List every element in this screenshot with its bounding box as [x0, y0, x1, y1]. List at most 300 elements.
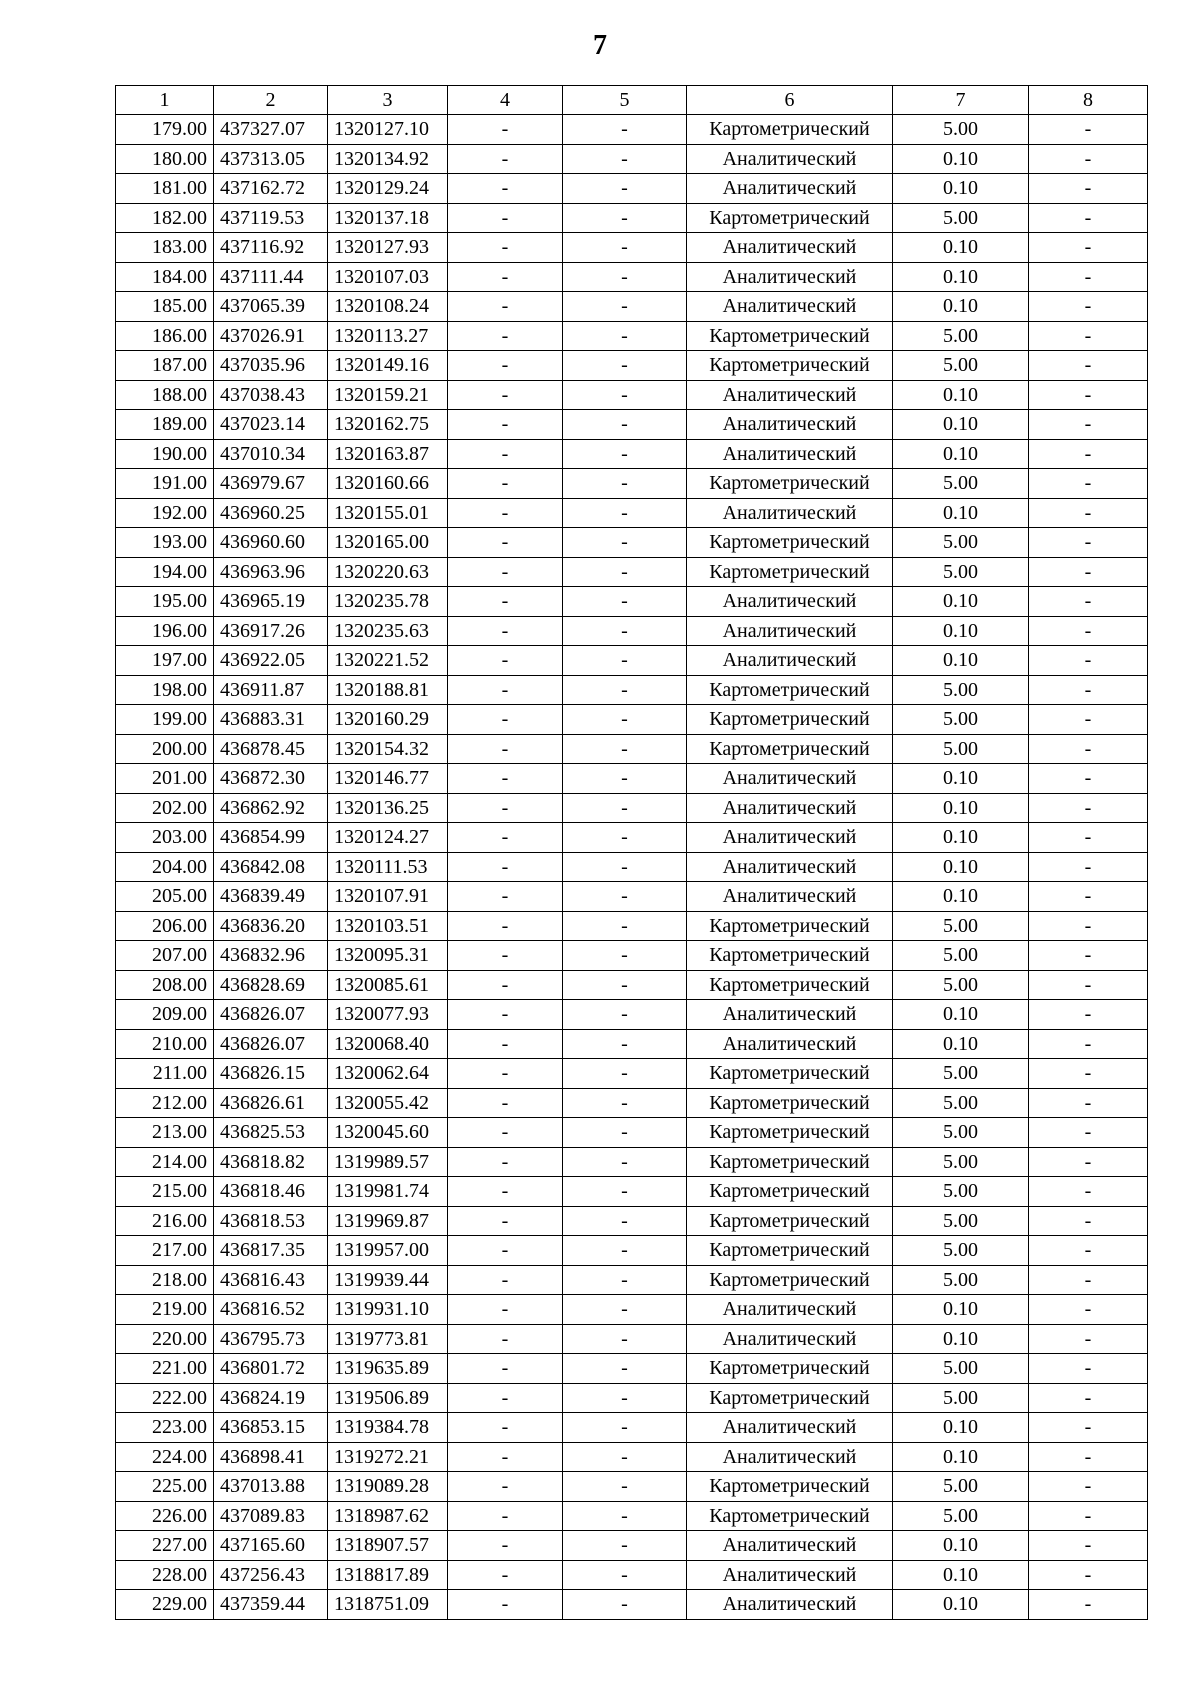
y-coordinate-cell: 1320146.77	[328, 764, 448, 794]
point-number-cell: 213.00	[116, 1118, 214, 1148]
col5-cell: -	[563, 882, 687, 912]
method-cell: Аналитический	[687, 1590, 893, 1620]
col4-cell: -	[448, 705, 563, 735]
col4-cell: -	[448, 351, 563, 381]
accuracy-cell: 5.00	[893, 1354, 1029, 1384]
accuracy-cell: 0.10	[893, 852, 1029, 882]
point-number-cell: 207.00	[116, 941, 214, 971]
point-number-cell: 200.00	[116, 734, 214, 764]
x-coordinate-cell: 436839.49	[214, 882, 328, 912]
method-cell: Картометрический	[687, 675, 893, 705]
table-row	[116, 1118, 1148, 1148]
x-coordinate-cell: 437111.44	[214, 262, 328, 292]
accuracy-cell: 0.10	[893, 1324, 1029, 1354]
y-coordinate-cell: 1319272.21	[328, 1442, 448, 1472]
table-row	[116, 1560, 1148, 1590]
method-cell: Аналитический	[687, 1413, 893, 1443]
point-number-cell: 192.00	[116, 498, 214, 528]
y-coordinate-cell: 1320188.81	[328, 675, 448, 705]
y-coordinate-cell: 1318751.09	[328, 1590, 448, 1620]
point-number-cell: 196.00	[116, 616, 214, 646]
col5-cell: -	[563, 233, 687, 263]
method-cell: Аналитический	[687, 646, 893, 676]
x-coordinate-cell: 437165.60	[214, 1531, 328, 1561]
method-cell: Аналитический	[687, 587, 893, 617]
col8-cell: -	[1029, 646, 1148, 676]
col5-cell: -	[563, 1354, 687, 1384]
point-number-cell: 211.00	[116, 1059, 214, 1089]
method-cell: Аналитический	[687, 616, 893, 646]
y-coordinate-cell: 1318907.57	[328, 1531, 448, 1561]
accuracy-cell: 5.00	[893, 1501, 1029, 1531]
col5-cell: -	[563, 1472, 687, 1502]
point-number-cell: 191.00	[116, 469, 214, 499]
method-cell: Картометрический	[687, 1383, 893, 1413]
accuracy-cell: 0.10	[893, 823, 1029, 853]
col4-cell: -	[448, 1236, 563, 1266]
y-coordinate-cell: 1320095.31	[328, 941, 448, 971]
col5-cell: -	[563, 646, 687, 676]
y-coordinate-cell: 1320107.03	[328, 262, 448, 292]
table-row	[116, 1472, 1148, 1502]
x-coordinate-cell: 436842.08	[214, 852, 328, 882]
col4-cell: -	[448, 1206, 563, 1236]
col8-cell: -	[1029, 321, 1148, 351]
col5-cell: -	[563, 557, 687, 587]
table-row	[116, 1442, 1148, 1472]
point-number-cell: 228.00	[116, 1560, 214, 1590]
method-cell: Аналитический	[687, 292, 893, 322]
col5-cell: -	[563, 911, 687, 941]
col4-cell: -	[448, 410, 563, 440]
col8-cell: -	[1029, 1324, 1148, 1354]
accuracy-cell: 0.10	[893, 793, 1029, 823]
y-coordinate-cell: 1320159.21	[328, 380, 448, 410]
method-cell: Аналитический	[687, 823, 893, 853]
table-row	[116, 1000, 1148, 1030]
col4-cell: -	[448, 1088, 563, 1118]
x-coordinate-cell: 437065.39	[214, 292, 328, 322]
table-row	[116, 882, 1148, 912]
accuracy-cell: 0.10	[893, 1442, 1029, 1472]
point-number-cell: 214.00	[116, 1147, 214, 1177]
col4-cell: -	[448, 1383, 563, 1413]
method-cell: Аналитический	[687, 882, 893, 912]
y-coordinate-cell: 1320160.29	[328, 705, 448, 735]
col4-cell: -	[448, 793, 563, 823]
point-number-cell: 179.00	[116, 115, 214, 145]
method-cell: Картометрический	[687, 1118, 893, 1148]
col4-cell: -	[448, 1354, 563, 1384]
accuracy-cell: 0.10	[893, 587, 1029, 617]
y-coordinate-cell: 1320127.93	[328, 233, 448, 263]
y-coordinate-cell: 1319931.10	[328, 1295, 448, 1325]
col8-cell: -	[1029, 793, 1148, 823]
accuracy-cell: 0.10	[893, 410, 1029, 440]
table-row	[116, 469, 1148, 499]
point-number-cell: 212.00	[116, 1088, 214, 1118]
table-row	[116, 675, 1148, 705]
col8-cell: -	[1029, 1206, 1148, 1236]
method-cell: Картометрический	[687, 970, 893, 1000]
point-number-cell: 181.00	[116, 174, 214, 204]
col5-cell: -	[563, 764, 687, 794]
method-cell: Аналитический	[687, 233, 893, 263]
col4-cell: -	[448, 1531, 563, 1561]
table-row	[116, 321, 1148, 351]
method-cell: Картометрический	[687, 734, 893, 764]
col4-cell: -	[448, 970, 563, 1000]
col8-cell: -	[1029, 174, 1148, 204]
column-header-5: 5	[563, 86, 687, 115]
accuracy-cell: 5.00	[893, 321, 1029, 351]
table-row	[116, 1088, 1148, 1118]
x-coordinate-cell: 436826.07	[214, 1000, 328, 1030]
point-number-cell: 219.00	[116, 1295, 214, 1325]
table-row	[116, 911, 1148, 941]
accuracy-cell: 0.10	[893, 764, 1029, 794]
x-coordinate-cell: 437038.43	[214, 380, 328, 410]
point-number-cell: 186.00	[116, 321, 214, 351]
col8-cell: -	[1029, 528, 1148, 558]
method-cell: Картометрический	[687, 1206, 893, 1236]
method-cell: Аналитический	[687, 1029, 893, 1059]
y-coordinate-cell: 1319957.00	[328, 1236, 448, 1266]
col5-cell: -	[563, 410, 687, 440]
point-number-cell: 223.00	[116, 1413, 214, 1443]
table-row	[116, 587, 1148, 617]
y-coordinate-cell: 1320127.10	[328, 115, 448, 145]
accuracy-cell: 0.10	[893, 233, 1029, 263]
col5-cell: -	[563, 1560, 687, 1590]
col4-cell: -	[448, 1295, 563, 1325]
col8-cell: -	[1029, 734, 1148, 764]
method-cell: Аналитический	[687, 144, 893, 174]
accuracy-cell: 5.00	[893, 1383, 1029, 1413]
x-coordinate-cell: 436824.19	[214, 1383, 328, 1413]
point-number-cell: 222.00	[116, 1383, 214, 1413]
col5-cell: -	[563, 1236, 687, 1266]
method-cell: Аналитический	[687, 852, 893, 882]
y-coordinate-cell: 1320103.51	[328, 911, 448, 941]
table-row	[116, 852, 1148, 882]
col8-cell: -	[1029, 410, 1148, 440]
accuracy-cell: 5.00	[893, 705, 1029, 735]
y-coordinate-cell: 1320163.87	[328, 439, 448, 469]
col8-cell: -	[1029, 1531, 1148, 1561]
y-coordinate-cell: 1320108.24	[328, 292, 448, 322]
y-coordinate-cell: 1319969.87	[328, 1206, 448, 1236]
col4-cell: -	[448, 528, 563, 558]
accuracy-cell: 0.10	[893, 439, 1029, 469]
col8-cell: -	[1029, 1590, 1148, 1620]
method-cell: Картометрический	[687, 469, 893, 499]
method-cell: Аналитический	[687, 793, 893, 823]
method-cell: Картометрический	[687, 705, 893, 735]
y-coordinate-cell: 1319635.89	[328, 1354, 448, 1384]
col4-cell: -	[448, 764, 563, 794]
x-coordinate-cell: 436862.92	[214, 793, 328, 823]
x-coordinate-cell: 436825.53	[214, 1118, 328, 1148]
y-coordinate-cell: 1320124.27	[328, 823, 448, 853]
method-cell: Картометрический	[687, 1088, 893, 1118]
method-cell: Картометрический	[687, 203, 893, 233]
col4-cell: -	[448, 941, 563, 971]
point-number-cell: 193.00	[116, 528, 214, 558]
col4-cell: -	[448, 1265, 563, 1295]
x-coordinate-cell: 436818.82	[214, 1147, 328, 1177]
col5-cell: -	[563, 203, 687, 233]
col4-cell: -	[448, 439, 563, 469]
x-coordinate-cell: 436960.25	[214, 498, 328, 528]
col5-cell: -	[563, 498, 687, 528]
y-coordinate-cell: 1320134.92	[328, 144, 448, 174]
method-cell: Картометрический	[687, 1177, 893, 1207]
accuracy-cell: 5.00	[893, 1147, 1029, 1177]
method-cell: Картометрический	[687, 528, 893, 558]
col8-cell: -	[1029, 1472, 1148, 1502]
x-coordinate-cell: 436816.43	[214, 1265, 328, 1295]
col4-cell: -	[448, 174, 563, 204]
y-coordinate-cell: 1320068.40	[328, 1029, 448, 1059]
col4-cell: -	[448, 911, 563, 941]
method-cell: Картометрический	[687, 911, 893, 941]
accuracy-cell: 0.10	[893, 144, 1029, 174]
method-cell: Картометрический	[687, 321, 893, 351]
col4-cell: -	[448, 203, 563, 233]
x-coordinate-cell: 437313.05	[214, 144, 328, 174]
y-coordinate-cell: 1320113.27	[328, 321, 448, 351]
col5-cell: -	[563, 852, 687, 882]
table-row	[116, 233, 1148, 263]
accuracy-cell: 0.10	[893, 1413, 1029, 1443]
col8-cell: -	[1029, 380, 1148, 410]
table-row	[116, 144, 1148, 174]
col8-cell: -	[1029, 852, 1148, 882]
col5-cell: -	[563, 1029, 687, 1059]
table-row	[116, 1324, 1148, 1354]
x-coordinate-cell: 436832.96	[214, 941, 328, 971]
accuracy-cell: 5.00	[893, 1236, 1029, 1266]
col5-cell: -	[563, 970, 687, 1000]
accuracy-cell: 0.10	[893, 292, 1029, 322]
col5-cell: -	[563, 321, 687, 351]
col4-cell: -	[448, 1059, 563, 1089]
method-cell: Аналитический	[687, 1531, 893, 1561]
accuracy-cell: 0.10	[893, 1560, 1029, 1590]
point-number-cell: 197.00	[116, 646, 214, 676]
col8-cell: -	[1029, 675, 1148, 705]
col4-cell: -	[448, 1118, 563, 1148]
method-cell: Аналитический	[687, 1560, 893, 1590]
x-coordinate-cell: 436963.96	[214, 557, 328, 587]
accuracy-cell: 5.00	[893, 675, 1029, 705]
table-row	[116, 498, 1148, 528]
column-header-7: 7	[893, 86, 1029, 115]
col4-cell: -	[448, 1413, 563, 1443]
col4-cell: -	[448, 646, 563, 676]
table-row	[116, 793, 1148, 823]
method-cell: Картометрический	[687, 1147, 893, 1177]
col4-cell: -	[448, 1177, 563, 1207]
col4-cell: -	[448, 616, 563, 646]
col5-cell: -	[563, 675, 687, 705]
table-row	[116, 1265, 1148, 1295]
accuracy-cell: 5.00	[893, 970, 1029, 1000]
col5-cell: -	[563, 1295, 687, 1325]
col5-cell: -	[563, 1265, 687, 1295]
x-coordinate-cell: 436826.15	[214, 1059, 328, 1089]
point-number-cell: 205.00	[116, 882, 214, 912]
col5-cell: -	[563, 174, 687, 204]
y-coordinate-cell: 1319981.74	[328, 1177, 448, 1207]
method-cell: Картометрический	[687, 351, 893, 381]
col4-cell: -	[448, 852, 563, 882]
col4-cell: -	[448, 469, 563, 499]
accuracy-cell: 0.10	[893, 646, 1029, 676]
col5-cell: -	[563, 705, 687, 735]
col5-cell: -	[563, 115, 687, 145]
x-coordinate-cell: 436826.07	[214, 1029, 328, 1059]
x-coordinate-cell: 436853.15	[214, 1413, 328, 1443]
table-row	[116, 557, 1148, 587]
col8-cell: -	[1029, 1236, 1148, 1266]
accuracy-cell: 5.00	[893, 1472, 1029, 1502]
table-row	[116, 941, 1148, 971]
point-number-cell: 218.00	[116, 1265, 214, 1295]
col5-cell: -	[563, 793, 687, 823]
col4-cell: -	[448, 498, 563, 528]
table-row	[116, 262, 1148, 292]
col8-cell: -	[1029, 498, 1148, 528]
x-coordinate-cell: 437013.88	[214, 1472, 328, 1502]
col8-cell: -	[1029, 1354, 1148, 1384]
col4-cell: -	[448, 1560, 563, 1590]
x-coordinate-cell: 436816.52	[214, 1295, 328, 1325]
accuracy-cell: 5.00	[893, 351, 1029, 381]
x-coordinate-cell: 436817.35	[214, 1236, 328, 1266]
col5-cell: -	[563, 1501, 687, 1531]
col8-cell: -	[1029, 882, 1148, 912]
col8-cell: -	[1029, 1295, 1148, 1325]
x-coordinate-cell: 436960.60	[214, 528, 328, 558]
accuracy-cell: 5.00	[893, 528, 1029, 558]
point-number-cell: 190.00	[116, 439, 214, 469]
accuracy-cell: 0.10	[893, 1590, 1029, 1620]
y-coordinate-cell: 1319939.44	[328, 1265, 448, 1295]
col8-cell: -	[1029, 1265, 1148, 1295]
table-row	[116, 1501, 1148, 1531]
accuracy-cell: 5.00	[893, 469, 1029, 499]
table-row	[116, 1383, 1148, 1413]
x-coordinate-cell: 436826.61	[214, 1088, 328, 1118]
point-number-cell: 194.00	[116, 557, 214, 587]
accuracy-cell: 0.10	[893, 882, 1029, 912]
method-cell: Аналитический	[687, 1442, 893, 1472]
accuracy-cell: 5.00	[893, 734, 1029, 764]
method-cell: Картометрический	[687, 1472, 893, 1502]
accuracy-cell: 0.10	[893, 1029, 1029, 1059]
col4-cell: -	[448, 1590, 563, 1620]
x-coordinate-cell: 436818.46	[214, 1177, 328, 1207]
col8-cell: -	[1029, 1177, 1148, 1207]
col8-cell: -	[1029, 1383, 1148, 1413]
y-coordinate-cell: 1320149.16	[328, 351, 448, 381]
table-row	[116, 380, 1148, 410]
col5-cell: -	[563, 823, 687, 853]
accuracy-cell: 0.10	[893, 616, 1029, 646]
method-cell: Аналитический	[687, 380, 893, 410]
accuracy-cell: 5.00	[893, 557, 1029, 587]
x-coordinate-cell: 436965.19	[214, 587, 328, 617]
x-coordinate-cell: 436979.67	[214, 469, 328, 499]
table-row	[116, 734, 1148, 764]
accuracy-cell: 5.00	[893, 1265, 1029, 1295]
x-coordinate-cell: 436922.05	[214, 646, 328, 676]
col8-cell: -	[1029, 764, 1148, 794]
point-number-cell: 201.00	[116, 764, 214, 794]
col5-cell: -	[563, 1531, 687, 1561]
col5-cell: -	[563, 1590, 687, 1620]
y-coordinate-cell: 1320137.18	[328, 203, 448, 233]
col5-cell: -	[563, 1059, 687, 1089]
x-coordinate-cell: 437035.96	[214, 351, 328, 381]
col8-cell: -	[1029, 144, 1148, 174]
point-number-cell: 187.00	[116, 351, 214, 381]
point-number-cell: 204.00	[116, 852, 214, 882]
page-number: 7	[593, 30, 607, 61]
x-coordinate-cell: 436836.20	[214, 911, 328, 941]
x-coordinate-cell: 437256.43	[214, 1560, 328, 1590]
method-cell: Картометрический	[687, 1236, 893, 1266]
col5-cell: -	[563, 528, 687, 558]
col8-cell: -	[1029, 1413, 1148, 1443]
column-header-6: 6	[687, 86, 893, 115]
point-number-cell: 188.00	[116, 380, 214, 410]
y-coordinate-cell: 1320155.01	[328, 498, 448, 528]
method-cell: Картометрический	[687, 1354, 893, 1384]
table-row	[116, 203, 1148, 233]
col5-cell: -	[563, 439, 687, 469]
col8-cell: -	[1029, 1442, 1148, 1472]
point-number-cell: 208.00	[116, 970, 214, 1000]
col8-cell: -	[1029, 203, 1148, 233]
table-row	[116, 1029, 1148, 1059]
col5-cell: -	[563, 262, 687, 292]
point-number-cell: 226.00	[116, 1501, 214, 1531]
point-number-cell: 210.00	[116, 1029, 214, 1059]
col8-cell: -	[1029, 1000, 1148, 1030]
col4-cell: -	[448, 144, 563, 174]
accuracy-cell: 5.00	[893, 203, 1029, 233]
col4-cell: -	[448, 115, 563, 145]
col5-cell: -	[563, 587, 687, 617]
x-coordinate-cell: 437010.34	[214, 439, 328, 469]
accuracy-cell: 5.00	[893, 1059, 1029, 1089]
method-cell: Картометрический	[687, 557, 893, 587]
col8-cell: -	[1029, 292, 1148, 322]
y-coordinate-cell: 1320077.93	[328, 1000, 448, 1030]
col4-cell: -	[448, 882, 563, 912]
y-coordinate-cell: 1319089.28	[328, 1472, 448, 1502]
col8-cell: -	[1029, 1560, 1148, 1590]
col5-cell: -	[563, 1413, 687, 1443]
col4-cell: -	[448, 557, 563, 587]
col8-cell: -	[1029, 1147, 1148, 1177]
table-row	[116, 1295, 1148, 1325]
point-number-cell: 227.00	[116, 1531, 214, 1561]
col5-cell: -	[563, 1177, 687, 1207]
